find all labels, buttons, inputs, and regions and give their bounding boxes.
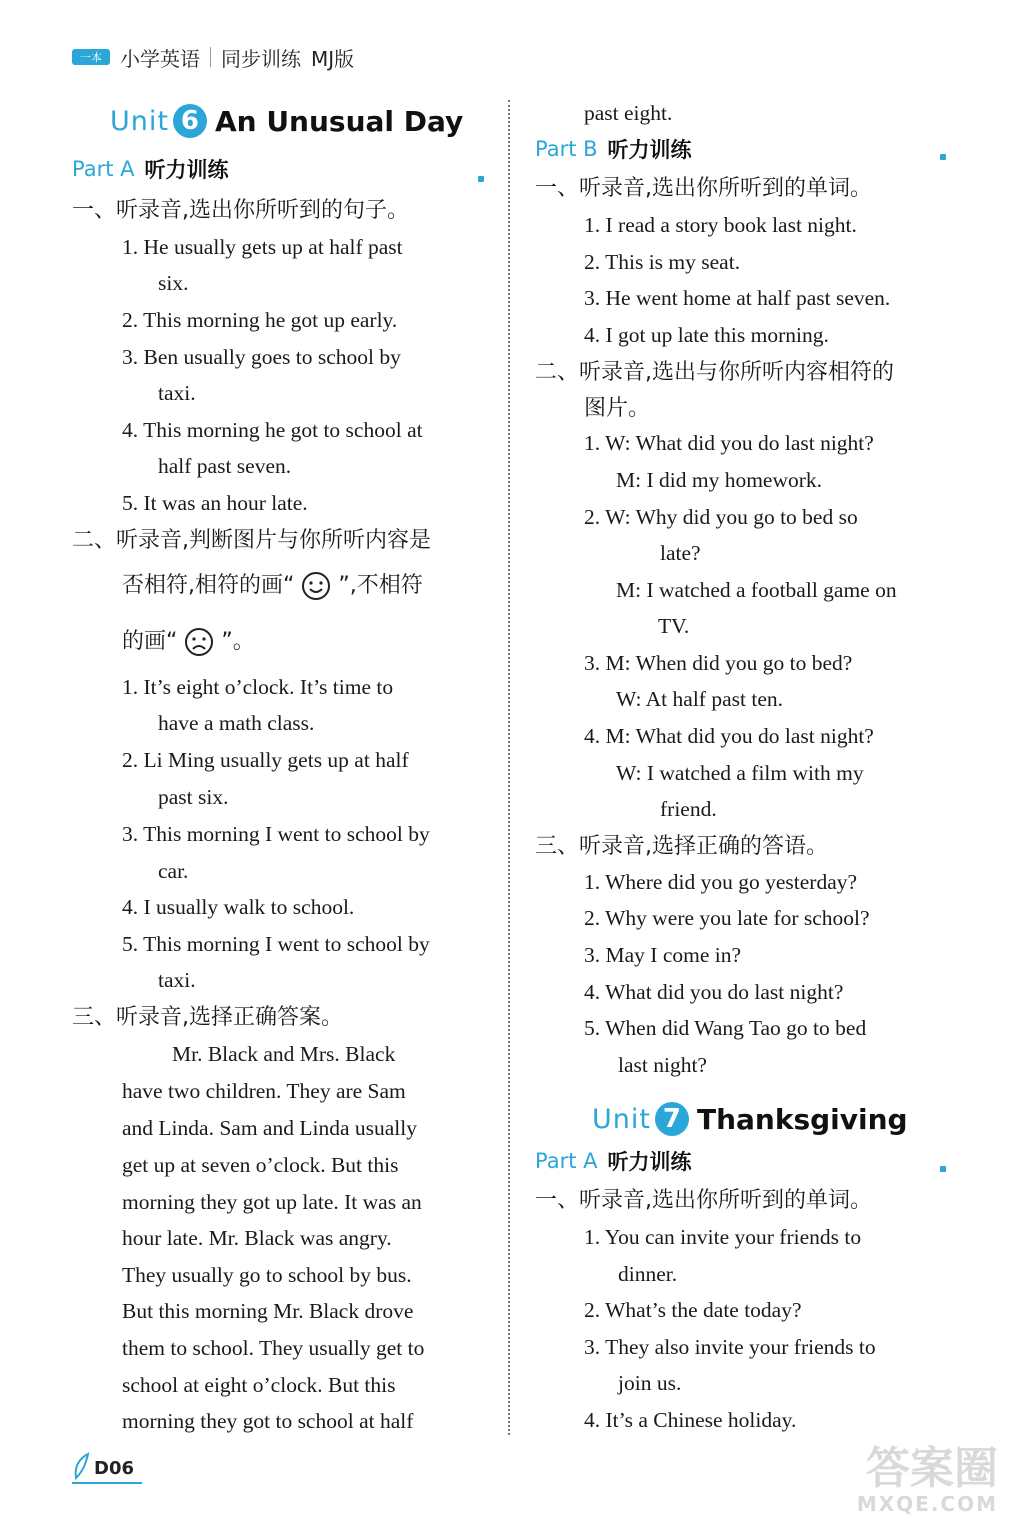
instruction-text: 的画“ [122,629,178,654]
passage-line: Mr. Black and Mrs. Black [172,1042,396,1066]
page-number: D06 [94,1458,134,1479]
part-label: Part A [72,157,135,181]
part-title: 听力训练 [144,158,229,182]
dialog-line: 1. W: What did you do last night? [584,431,874,455]
list-item: 3. He went home at half past seven. [584,286,891,310]
list-item-cont: six. [158,271,189,295]
list-item: 3. This morning I went to school by [122,822,430,846]
unit-label: Unit [592,1103,651,1135]
list-item: 4. This morning he got to school at [122,418,423,442]
unit-label: Unit [110,105,169,137]
dialog-line-cont: late? [660,541,701,565]
section-2-title-line2: 图片。 [584,396,651,421]
unit-title: An Unusual Day [214,104,464,138]
instruction-text: ”,不相符 [338,573,423,598]
section-marker [940,1166,946,1172]
dialog-line: 4. M: What did you do last night? [584,724,874,748]
list-item-cont: past six. [158,785,229,809]
passage-line: hour late. Mr. Black was angry. [122,1226,392,1250]
list-item: 1. It’s eight o’clock. It’s time to [122,675,394,699]
list-item-cont: have a math class. [158,711,315,735]
unit-6-heading [110,104,463,138]
list-item: 3. They also invite your friends to [584,1335,876,1359]
brand-logo: 一本 [72,49,110,65]
watermark-title: 答案圈 [866,1443,998,1494]
instruction-text: ”。 [221,629,255,654]
passage-line: morning they got to school at half [122,1409,414,1433]
dialog-line: W: I watched a film with my [616,761,864,785]
sad-face-icon [183,626,215,658]
list-item: 4. I got up late this morning. [584,323,829,347]
section-2-title-line2 [122,570,423,602]
list-item-cont: car. [158,859,189,883]
section-2-title: 二、听录音,判断图片与你所听内容是 [72,528,431,553]
section-3-title: 三、听录音,选择正确答案。 [72,1005,343,1030]
list-item: 5. This morning I went to school by [122,932,430,956]
section-marker [478,176,484,182]
passage-line: and Linda. Sam and Linda usually [122,1116,417,1140]
column-divider [508,100,510,1435]
watermark [856,1443,998,1516]
list-item: 5. It was an hour late. [122,491,308,515]
leaf-icon [72,1452,92,1480]
section-1-title: 一、听录音,选出你所听到的单词。 [535,176,872,201]
section-marker [940,154,946,160]
list-item-cont: taxi. [158,968,196,992]
dialog-line: 3. M: When did you go to bed? [584,651,853,675]
smiley-face-icon [300,570,332,602]
list-item: 4. What did you do last night? [584,980,844,1004]
list-item: 1. I read a story book last night. [584,213,857,237]
list-item-cont: taxi. [158,381,196,405]
list-item: 2. What’s the date today? [584,1298,802,1322]
passage-line: them to school. They usually get to [122,1336,425,1360]
list-item: 2. This is my seat. [584,250,741,274]
unit-7-heading [592,1102,908,1136]
part-b-heading [535,134,692,164]
list-item: 2. This morning he got up early. [122,308,398,332]
dialog-line: M: I watched a football game on [616,578,897,602]
unit-number-badge: 6 [173,104,207,138]
passage-line: get up at seven o’clock. But this [122,1153,399,1177]
unit-title: Thanksgiving [696,1102,908,1136]
dialog-line-cont: friend. [660,797,717,821]
footer-rule [72,1482,142,1484]
section-1-title: 一、听录音,选出你所听到的句子。 [72,198,409,223]
passage-line: school at eight o’clock. But this [122,1373,396,1397]
passage-line: They usually go to school by bus. [122,1263,412,1287]
part-label: Part A [535,1149,598,1173]
dialog-line: M: I did my homework. [616,468,823,492]
part-a-heading [72,154,229,184]
passage-line: morning they got up late. It was an [122,1190,422,1214]
passage-line: But this morning Mr. Black drove [122,1299,414,1323]
list-item: 3. May I come in? [584,943,742,967]
section-2-title-line3 [122,626,255,658]
subject-label: 小学英语 [120,46,200,71]
watermark-url: MXQE.COM [856,1492,998,1516]
list-item: 2. Li Ming usually gets up at half [122,748,409,772]
dialog-line: W: At half past ten. [616,687,783,711]
list-item: 5. When did Wang Tao go to bed [584,1016,867,1040]
passage-line: have two children. They are Sam [122,1079,406,1103]
dialog-line-cont: TV. [658,614,690,638]
list-item: 2. Why were you late for school? [584,906,870,930]
series-label: 同步训练 [221,46,301,71]
unit-number-badge: 7 [655,1102,689,1136]
list-item-cont: join us. [618,1371,682,1395]
list-item: 4. It’s a Chinese holiday. [584,1408,797,1432]
list-item-cont: last night? [618,1053,707,1077]
passage-line: past eight. [584,101,673,125]
list-item: 4. I usually walk to school. [122,895,355,919]
section-3-title: 三、听录音,选择正确的答语。 [535,834,828,859]
header-separator [210,47,211,67]
list-item-cont: dinner. [618,1262,678,1286]
part-label: Part B [535,137,598,161]
part-title: 听力训练 [607,138,692,162]
section-2-title: 二、听录音,选出与你所听内容相符的 [535,360,894,385]
list-item: 1. You can invite your friends to [584,1225,862,1249]
list-item: 1. Where did you go yesterday? [584,870,858,894]
item-text: 1. He usually gets up at half past [122,235,403,259]
dialog-line: 2. W: Why did you go to bed so [584,505,858,529]
edition-label: MJ版 [311,46,355,71]
list-item-cont: half past seven. [158,454,292,478]
page-header [72,40,354,74]
list-item [122,232,484,262]
part-title: 听力训练 [607,1150,692,1174]
section-1-title: 一、听录音,选出你所听到的单词。 [535,1188,872,1213]
part-a-heading [535,1146,692,1176]
instruction-text: 否相符,相符的画“ [122,573,295,598]
list-item: 3. Ben usually goes to school by [122,345,401,369]
